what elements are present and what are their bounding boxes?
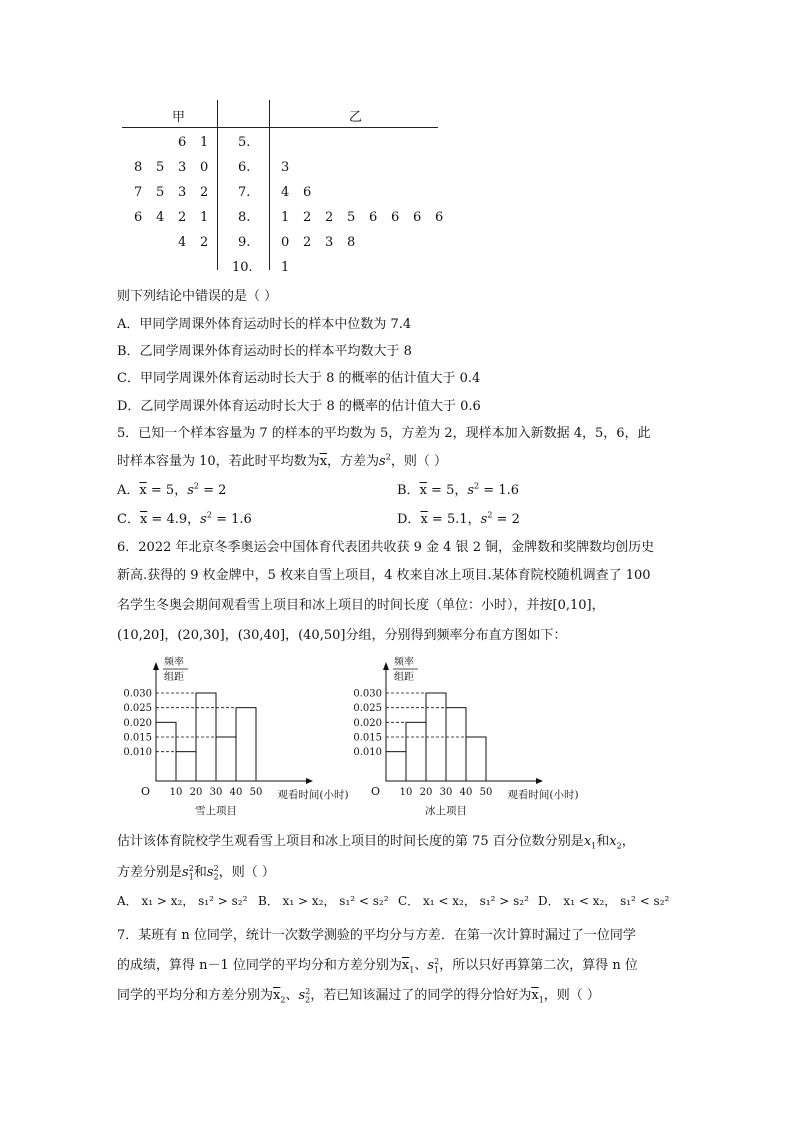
leaf-right: 1: [281, 260, 290, 275]
leaf-left: 4: [156, 210, 165, 225]
option-label: C．: [117, 512, 140, 527]
x-tick-label: 10: [399, 787, 413, 798]
histogram-bar: [236, 708, 256, 781]
leaf-left: 2: [200, 185, 209, 200]
stem: 7.: [238, 185, 251, 200]
y-axis-arrow: [383, 662, 389, 670]
histogram-bar: [466, 737, 486, 781]
q7-line3: 同学的平均分和方差分别为$\overline{x}_2$、$s_2^2$，若已知该漏过了的同学的得分恰好为$\overline{x}_1$，则（ ）: [117, 986, 600, 1005]
q6-line1: 6．2022 年北京冬季奥运会中国体育代表团共收获 9 金 4 银 2 铜，金牌数和奖牌数均创历史: [117, 540, 655, 555]
q6-line4: (10,20]，(20,30]，(30,40]，(40,50]分组，分别得到频率分布直方图如下：: [117, 628, 567, 643]
leaf-left: 2: [200, 235, 209, 250]
q5-option-c: C．$\overline{x} = 4.9$，$s^2 = 1.6$: [117, 510, 252, 527]
leaf-left: 2: [178, 210, 187, 225]
q7-line2-pre: 的成绩，算得 n－1 位同学的平均分和方差分别为: [117, 958, 402, 973]
header-right: 乙: [349, 110, 363, 125]
s2-value: 2: [511, 512, 520, 527]
leaf-right: 3: [325, 235, 334, 250]
x-tick-label: 20: [419, 787, 433, 798]
q6-after1: 估计该体育院校学生观看雪上项目和冰上项目的时间长度的第 75 百分位数分别是$x_1$和$x_2$，: [117, 834, 635, 851]
leaf-right: 6: [435, 210, 444, 225]
leaf-right: 5: [347, 210, 356, 225]
q5-line2-pre: 时样本容量为 10，若此时平均数为: [117, 454, 320, 469]
q7-line2-post: ，所以只好再算第二次，算得 n 位: [439, 958, 638, 973]
histogram-bar: [216, 737, 236, 781]
q4-option-d: D．乙同学周课外体育运动时长大于 8 的概率的估计值大于 0.6: [117, 399, 481, 414]
leaf-left: 3: [178, 160, 187, 175]
q6-after1-tail: 和: [596, 834, 610, 849]
leaf-right: 4: [281, 185, 290, 200]
leaf-left: 5: [156, 185, 165, 200]
stem: 9.: [238, 235, 251, 250]
x-tick-label: 50: [479, 787, 493, 798]
q7-line3-pre: 同学的平均分和方差分别为: [117, 988, 274, 1003]
leaf-left: 7: [134, 185, 143, 200]
ylabel-bottom: 组距: [394, 672, 414, 683]
xbar-symbol: $\overline{x}$: [319, 454, 328, 469]
q6-after2-pre: 方差分别是: [117, 865, 183, 880]
leaf-left: 6: [178, 135, 187, 150]
y-tick-label: 0.010: [123, 747, 152, 759]
q6-option-c: C． x₁ < x₂， s₁² > s₂²: [398, 894, 529, 908]
s2-value: 2: [218, 483, 227, 498]
xbar-value: 5: [165, 483, 175, 498]
x-tick-label: 50: [249, 787, 263, 798]
q4-option-c: C．甲同学周课外体育运动时长大于 8 的概率的估计值大于 0.4: [117, 371, 481, 386]
stem-rule-right: [269, 100, 270, 270]
q7-line2: 的成绩，算得 n－1 位同学的平均分和方差分别为$\overline{x}_1$、$s_1^2$，所以只好再算第二次，算得 n 位: [117, 956, 638, 975]
stem: 6.: [238, 160, 251, 175]
leaf-left: 6: [134, 210, 143, 225]
x-tick-label: 30: [439, 787, 453, 798]
leaf-right: 1: [281, 210, 290, 225]
y-tick-label: 0.030: [123, 688, 152, 700]
s2-value: 1.6: [498, 483, 519, 498]
x-tick-label: 10: [169, 787, 183, 798]
histogram-ice: [340, 650, 590, 822]
leaf-right: 2: [325, 210, 334, 225]
leaf-right: 2: [303, 210, 312, 225]
q6-line3: 名学生冬奥会期间观看雪上项目和冰上项目的时间长度（单位：小时），并按[0,10]，: [117, 598, 605, 613]
histogram-bar: [176, 752, 196, 781]
xbar-value: 5: [446, 483, 455, 498]
q7-line1: 7．某班有 n 位同学，统计一次数学测验的平均分与方差．在第一次计算时漏过了一位同学: [117, 928, 636, 943]
leaf-right: 6: [413, 210, 422, 225]
y-axis-arrow: [153, 662, 159, 670]
q7-line3-post: ，则（ ）: [543, 988, 600, 1003]
q6-after2-mid: 和: [193, 865, 207, 880]
x-axis-label: 观看时间(小时): [277, 789, 349, 801]
leaf-right: 3: [281, 160, 290, 175]
header-rule: [122, 127, 438, 128]
origin-label: O: [140, 785, 150, 798]
x-axis-label: 观看时间(小时): [507, 789, 579, 801]
stem-rule-left: [217, 100, 218, 270]
leaf-left: 1: [200, 135, 209, 150]
q5-option-d: D．$\overline{x} = 5.1$，$s^2 = 2$: [397, 510, 520, 527]
leaf-right: 6: [391, 210, 400, 225]
y-tick-label: 0.010: [353, 747, 382, 759]
y-tick-label: 0.020: [123, 717, 152, 729]
ylabel-top: 频率: [394, 657, 414, 668]
x-axis-arrow: [306, 778, 313, 784]
histogram-bar: [406, 722, 426, 781]
y-tick-label: 0.015: [353, 732, 382, 744]
q5-line1: 5．已知一个样本容量为 7 的样本的平均数为 5，方差为 2，现样本加入新数据 4，5，6，此: [117, 426, 651, 441]
leaf-left: 5: [156, 160, 165, 175]
q7-line3-mid: ，若已知该漏过了的同学的得分恰好为: [310, 988, 532, 1003]
stem: 8.: [238, 210, 251, 225]
q4-option-b: B．乙同学周课外体育运动时长的样本平均数大于 8: [117, 344, 412, 359]
x-axis-arrow: [536, 778, 543, 784]
x-tick-label: 20: [189, 787, 203, 798]
x-tick-label: 30: [209, 787, 223, 798]
histogram-bar: [446, 708, 466, 781]
leaf-right: 0: [281, 235, 290, 250]
option-label: B．: [397, 483, 420, 498]
q6-line2: 新高.获得的 9 枚金牌中，5 枚来自雪上项目，4 枚来自冰上项目.某体育院校随机调查了 100: [117, 568, 651, 583]
header-left: 甲: [172, 110, 186, 125]
y-tick-label: 0.020: [353, 717, 382, 729]
q6-option-b: B． x₁ > x₂， s₁² < s₂²: [258, 894, 389, 908]
leaf-right: 6: [303, 185, 312, 200]
stem: 10.: [232, 260, 253, 275]
ylabel-bottom: 组距: [164, 672, 184, 683]
x-tick-label: 40: [459, 787, 473, 798]
q6-option-d: D． x₁ < x₂， s₁² < s₂²: [538, 894, 670, 908]
q5-line2: 时样本容量为 10，若此时平均数为$\overline{x}$，方差为$s^2$，则（ ）: [117, 452, 447, 469]
leaf-left: 8: [134, 160, 143, 175]
ylabel-top: 频率: [164, 657, 184, 668]
histogram-snow: [110, 650, 360, 822]
chart-title: 冰上项目: [425, 805, 467, 817]
q5-option-a: A．$\overline{x} = 5$，$s^2 = 2$: [117, 481, 227, 498]
y-tick-label: 0.030: [353, 688, 382, 700]
leaf-left: 1: [200, 210, 209, 225]
q5-line2-mid: ，方差为: [327, 454, 380, 469]
y-tick-label: 0.015: [123, 732, 152, 744]
q6-after2: 方差分别是$s_1^2$和$s_2^2$，则（ ）: [117, 863, 275, 882]
x-tick-label: 40: [229, 787, 243, 798]
leaf-right: 8: [347, 235, 356, 250]
s-squared-symbol: s: [379, 454, 386, 469]
stem: 5.: [238, 135, 251, 150]
y-tick-label: 0.025: [123, 703, 152, 715]
chart-title: 雪上项目: [195, 805, 237, 817]
leaf-left: 4: [178, 235, 187, 250]
q6-after2-post: ，则（ ）: [218, 865, 275, 880]
xbar-value: 5.1: [446, 512, 468, 527]
leaf-left: 3: [178, 185, 187, 200]
s2-value: 1.6: [231, 512, 252, 527]
origin-label: O: [370, 785, 380, 798]
q4-option-a: A．甲同学周课外体育运动时长的样本中位数为 7.4: [117, 317, 412, 332]
q6-option-a: A． x₁ > x₂， s₁² > s₂²: [117, 894, 248, 908]
leaf-right: 6: [369, 210, 378, 225]
q5-line2-post: ，则（ ）: [390, 454, 447, 469]
q4-prompt: 则下列结论中错误的是（ ）: [117, 289, 278, 304]
leaf-left: 0: [200, 160, 209, 175]
q6-after1-text: 估计该体育院校学生观看雪上项目和冰上项目的时间长度的第 75 百分位数分别是: [117, 834, 584, 849]
option-label: D．: [397, 512, 421, 527]
histogram-bar: [386, 752, 406, 781]
q5-option-b: B．$\overline{x} = 5$，$s^2 = 1.6$: [397, 481, 519, 498]
leaf-right: 2: [303, 235, 312, 250]
y-tick-label: 0.025: [353, 703, 382, 715]
option-label: A．: [117, 483, 140, 498]
xbar-value: 4.9: [166, 512, 188, 527]
